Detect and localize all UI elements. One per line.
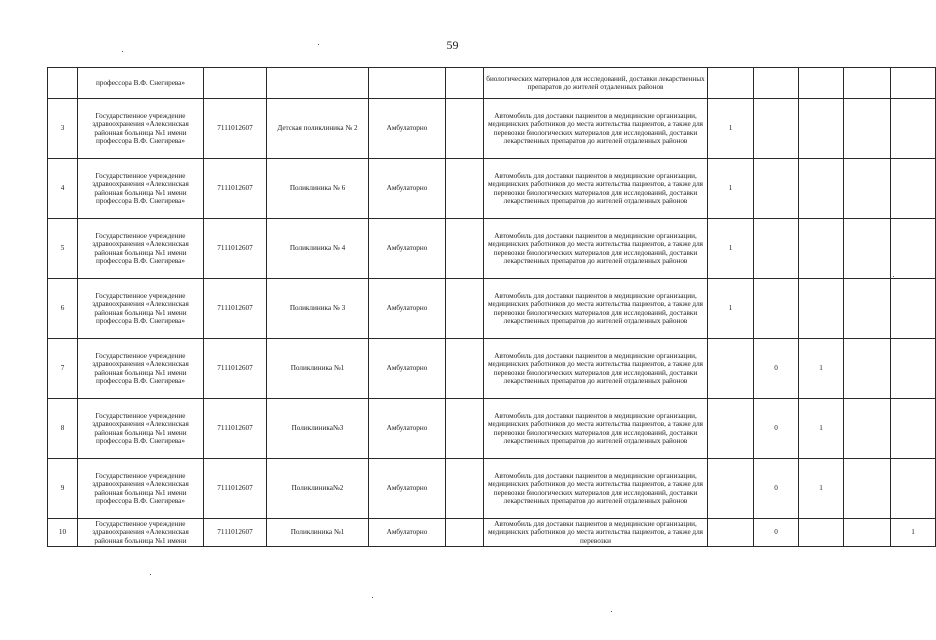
count-column-1-cell: 1 <box>708 219 754 279</box>
institution-name-cell: Государственное учреждение здравоохранения «Алексинская районная больница №1 имени профессора В.Ф. Снегирева» <box>78 279 204 339</box>
count-column-4-cell <box>844 279 891 339</box>
count-column-5-cell <box>891 159 936 219</box>
row-number-cell: 9 <box>48 459 78 519</box>
scan-speck <box>122 51 123 52</box>
table-body <box>48 68 936 547</box>
subdivision-cell: Поликлиника№2 <box>267 459 369 519</box>
count-column-3-cell <box>799 68 844 99</box>
table-row <box>48 519 936 547</box>
subdivision-cell: Поликлиника № 3 <box>267 279 369 339</box>
blank-cell <box>446 459 484 519</box>
count-column-2-cell <box>754 219 799 279</box>
count-column-3-cell <box>799 219 844 279</box>
count-column-1-cell <box>708 68 754 99</box>
blank-cell <box>446 519 484 547</box>
institution-name-cell: Государственное учреждение здравоохранения «Алексинская районная больница №1 имени <box>78 519 204 547</box>
vehicle-purpose-cell: Автомобиль для доставки пациентов в медицинские организации, медицинских работников до места жительства пациентов, а также для перевозки биологических материалов для исследований, доставки лекарственных препаратов до жителей отдаленных районов <box>484 339 708 399</box>
row-number-cell: 6 <box>48 279 78 339</box>
subdivision-cell <box>267 68 369 99</box>
subdivision-cell: Поликлиника № 4 <box>267 219 369 279</box>
row-number-cell: 5 <box>48 219 78 279</box>
vehicle-purpose-cell: Автомобиль для доставки пациентов в медицинские организации, медицинских работников до места жительства пациентов, а также для перевозки биологических материалов для исследований, доставки лекарственных препаратов до жителей отдаленных районов <box>484 99 708 159</box>
inn-cell: 7111012607 <box>204 339 267 399</box>
count-column-2-cell <box>754 99 799 159</box>
count-column-4-cell <box>844 399 891 459</box>
inn-cell: 7111012607 <box>204 519 267 547</box>
care-type-cell: Амбулаторно <box>369 279 446 339</box>
count-column-1-cell: 1 <box>708 279 754 339</box>
institution-name-cell: Государственное учреждение здравоохранения «Алексинская районная больница №1 имени профессора В.Ф. Снегирева» <box>78 99 204 159</box>
count-column-2-cell: 0 <box>754 339 799 399</box>
table-row <box>48 68 936 99</box>
count-column-3-cell <box>799 519 844 547</box>
blank-cell <box>446 68 484 99</box>
care-type-cell: Амбулаторно <box>369 459 446 519</box>
subdivision-cell: Поликлиника№3 <box>267 399 369 459</box>
institution-name-cell: профессора В.Ф. Снегирева» <box>78 68 204 99</box>
inn-cell: 7111012607 <box>204 279 267 339</box>
count-column-2-cell <box>754 68 799 99</box>
vehicle-registry-table <box>47 67 936 547</box>
count-column-5-cell <box>891 99 936 159</box>
count-column-4-cell <box>844 68 891 99</box>
blank-cell <box>446 159 484 219</box>
scan-speck <box>372 597 373 598</box>
vehicle-purpose-cell: биологических материалов для исследований, доставки лекарственных препаратов до жителей отдаленных районов <box>484 68 708 99</box>
count-column-3-cell: 1 <box>799 399 844 459</box>
institution-name-cell: Государственное учреждение здравоохранения «Алексинская районная больница №1 имени профессора В.Ф. Снегирева» <box>78 459 204 519</box>
table-row <box>48 459 936 519</box>
vehicle-purpose-cell: Автомобиль для доставки пациентов в медицинские организации, медицинских работников до места жительства пациентов, а также для перевозки биологических материалов для исследований, доставки лекарственных препаратов до жителей отдаленных районов <box>484 219 708 279</box>
count-column-2-cell: 0 <box>754 519 799 547</box>
row-number-cell: 4 <box>48 159 78 219</box>
inn-cell: 7111012607 <box>204 219 267 279</box>
table-row <box>48 99 936 159</box>
count-column-5-cell <box>891 459 936 519</box>
count-column-3-cell: 1 <box>799 339 844 399</box>
inn-cell: 7111012607 <box>204 459 267 519</box>
institution-name-cell: Государственное учреждение здравоохранения «Алексинская районная больница №1 имени профессора В.Ф. Снегирева» <box>78 399 204 459</box>
vehicle-purpose-cell: Автомобиль для доставки пациентов в медицинские организации, медицинских работников до места жительства пациентов, а также для перевозки биологических материалов для исследований, доставки лекарственных препаратов до жителей отдаленных районов <box>484 399 708 459</box>
care-type-cell: Амбулаторно <box>369 159 446 219</box>
count-column-1-cell <box>708 519 754 547</box>
vehicle-purpose-cell: Автомобиль для доставки пациентов в медицинские организации, медицинских работников до места жительства пациентов, а также для перевозки биологических материалов для исследований, доставки лекарственных препаратов до жителей отдаленных районов <box>484 459 708 519</box>
count-column-5-cell <box>891 339 936 399</box>
count-column-4-cell <box>844 219 891 279</box>
subdivision-cell: Поликлиника №1 <box>267 339 369 399</box>
count-column-4-cell <box>844 99 891 159</box>
count-column-3-cell <box>799 159 844 219</box>
scan-speck <box>318 44 319 45</box>
count-column-2-cell <box>754 279 799 339</box>
blank-cell <box>446 399 484 459</box>
institution-name-cell: Государственное учреждение здравоохранения «Алексинская районная больница №1 имени профессора В.Ф. Снегирева» <box>78 159 204 219</box>
inn-cell: 7111012607 <box>204 99 267 159</box>
count-column-5-cell <box>891 68 936 99</box>
count-column-5-cell <box>891 279 936 339</box>
count-column-2-cell: 0 <box>754 399 799 459</box>
count-column-1-cell: 1 <box>708 159 754 219</box>
care-type-cell: Амбулаторно <box>369 399 446 459</box>
count-column-1-cell <box>708 399 754 459</box>
subdivision-cell: Детская поликлиника № 2 <box>267 99 369 159</box>
inn-cell: 7111012607 <box>204 399 267 459</box>
table-row <box>48 399 936 459</box>
row-number-cell: 3 <box>48 99 78 159</box>
blank-cell <box>446 99 484 159</box>
care-type-cell <box>369 68 446 99</box>
count-column-1-cell <box>708 339 754 399</box>
count-column-3-cell: 1 <box>799 459 844 519</box>
page-number: 59 <box>446 38 459 52</box>
scan-speck <box>150 574 151 575</box>
count-column-3-cell <box>799 99 844 159</box>
vehicle-purpose-cell: Автомобиль для доставки пациентов в медицинские организации, медицинских работников до места жительства пациентов, а также для перевозки биологических материалов для исследований, доставки лекарственных препаратов до жителей отдаленных районов <box>484 159 708 219</box>
vehicle-purpose-cell: Автомобиль для доставки пациентов в медицинские организации, медицинских работников до места жительства пациентов, а также для перевозки биологических материалов для исследований, доставки лекарственных препаратов до жителей отдаленных районов <box>484 279 708 339</box>
count-column-2-cell: 0 <box>754 459 799 519</box>
count-column-3-cell <box>799 279 844 339</box>
count-column-4-cell <box>844 159 891 219</box>
row-number-cell: 10 <box>48 519 78 547</box>
institution-name-cell: Государственное учреждение здравоохранения «Алексинская районная больница №1 имени профессора В.Ф. Снегирева» <box>78 219 204 279</box>
count-column-5-cell <box>891 219 936 279</box>
institution-name-cell: Государственное учреждение здравоохранения «Алексинская районная больница №1 имени профессора В.Ф. Снегирева» <box>78 339 204 399</box>
care-type-cell: Амбулаторно <box>369 519 446 547</box>
count-column-1-cell <box>708 459 754 519</box>
row-number-cell: 8 <box>48 399 78 459</box>
table-row <box>48 219 936 279</box>
count-column-4-cell <box>844 339 891 399</box>
scan-speck <box>611 611 612 612</box>
count-column-5-cell: 1 <box>891 519 936 547</box>
care-type-cell: Амбулаторно <box>369 339 446 399</box>
blank-cell <box>446 279 484 339</box>
row-number-cell <box>48 68 78 99</box>
table-row <box>48 159 936 219</box>
vehicle-purpose-cell: Автомобиль для доставки пациентов в медицинские организации, медицинских работников до места жительства пациентов, а также для перевозки <box>484 519 708 547</box>
inn-cell: 7111012607 <box>204 159 267 219</box>
table-row <box>48 279 936 339</box>
care-type-cell: Амбулаторно <box>369 99 446 159</box>
count-column-5-cell <box>891 399 936 459</box>
blank-cell <box>446 339 484 399</box>
subdivision-cell: Поликлиника №1 <box>267 519 369 547</box>
count-column-4-cell <box>844 459 891 519</box>
blank-cell <box>446 219 484 279</box>
care-type-cell: Амбулаторно <box>369 219 446 279</box>
count-column-4-cell <box>844 519 891 547</box>
inn-cell <box>204 68 267 99</box>
row-number-cell: 7 <box>48 339 78 399</box>
count-column-1-cell: 1 <box>708 99 754 159</box>
table-row <box>48 339 936 399</box>
count-column-2-cell <box>754 159 799 219</box>
subdivision-cell: Поликлиника № 6 <box>267 159 369 219</box>
